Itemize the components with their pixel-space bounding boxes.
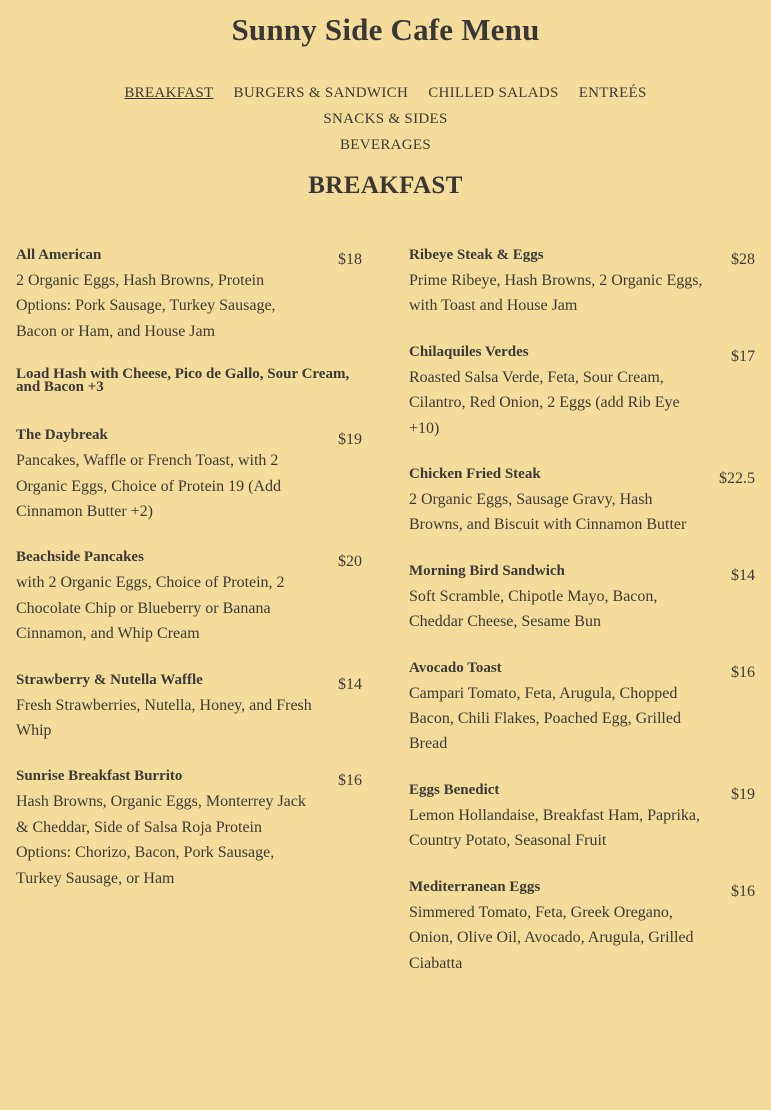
nav-entrees[interactable]: ENTREÉS — [578, 85, 647, 101]
item-price: $22.5 — [719, 470, 755, 488]
menu-item — [409, 246, 757, 319]
item-price: $16 — [731, 882, 755, 900]
item-name: Sunrise Breakfast Burrito — [16, 768, 183, 785]
item-description: Roasted Salsa Verde, Feta, Sour Cream, Cilantro, Red Onion, 2 Eggs (add Rib Eye +10) — [409, 368, 680, 437]
menu-item — [409, 343, 757, 441]
item-description: 2 Organic Eggs, Sausage Gravy, Hash Browns, and Biscuit with Cinnamon Butter — [409, 491, 687, 534]
menu-item — [409, 659, 757, 757]
menu-item — [409, 465, 757, 538]
item-description: Prime Ribeye, Hash Browns, 2 Organic Eggs, with Toast and House Jam — [409, 272, 703, 315]
item-price: $14 — [731, 566, 755, 584]
item-name: Chicken Fried Steak — [409, 466, 541, 483]
item-price: $17 — [731, 347, 755, 365]
menu-item — [409, 781, 757, 854]
item-price: $16 — [338, 772, 362, 790]
menu-item — [16, 548, 364, 646]
menu-column-left — [16, 246, 364, 915]
item-price: $16 — [731, 663, 755, 681]
item-price: $20 — [338, 553, 362, 571]
item-name: The Daybreak — [16, 427, 108, 444]
item-price: $14 — [338, 675, 362, 693]
menu-column-right — [409, 246, 757, 1000]
menu-item — [16, 767, 364, 891]
nav-snacks-sides[interactable]: SNACKS & SIDES — [323, 111, 448, 127]
item-price: $19 — [731, 785, 755, 803]
item-price: $18 — [338, 251, 362, 268]
menu-item — [409, 878, 757, 976]
nav-breakfast[interactable]: BREAKFAST — [124, 85, 214, 101]
item-name: Mediterranean Eggs — [409, 878, 541, 895]
item-price: $19 — [338, 431, 362, 449]
item-description: 2 Organic Eggs, Hash Browns, Protein Options: Pork Sausage, Turkey Sausage, Bacon or Ham, and House Jam — [16, 272, 276, 340]
item-description: Soft Scramble, Chipotle Mayo, Bacon, Cheddar Cheese, Sesame Bun — [409, 587, 658, 631]
item-name: Eggs Benedict — [409, 781, 500, 798]
menu-item — [16, 426, 364, 524]
page-title: Sunny Side Cafe Menu — [231, 12, 540, 47]
section-title: BREAKFAST — [308, 172, 463, 199]
menu-item — [16, 671, 364, 744]
item-price: $28 — [731, 251, 755, 268]
item-description: Lemon Hollandaise, Breakfast Ham, Paprika, Country Potato, Seasonal Fruit — [409, 806, 701, 850]
item-description: Hash Browns, Organic Eggs, Monterrey Jack & Cheddar, Side of Salsa Roja Protein Options: Chorizo, Bacon, Pork Sausage, Turkey Sausage, or Ham — [16, 793, 306, 887]
item-name: Ribeye Steak & Eggs — [409, 247, 544, 263]
nav-burgers-sandwich[interactable]: BURGERS & SANDWICH — [233, 85, 409, 101]
nav-chilled-salads[interactable]: CHILLED SALADS — [428, 85, 559, 101]
item-description: Campari Tomato, Feta, Arugula, Chopped Bacon, Chili Flakes, Poached Egg, Grilled Bread — [409, 684, 681, 753]
item-name: Morning Bird Sandwich — [409, 562, 565, 579]
item-description: Simmered Tomato, Feta, Greek Oregano, Onion, Olive Oil, Avocado, Arugula, Grilled Ciabatta — [409, 903, 694, 972]
item-description: Pancakes, Waffle or French Toast, with 2 Organic Eggs, Choice of Protein 19 (Add Cinnamon Butter +2) — [16, 452, 281, 521]
menu-item — [409, 562, 757, 635]
item-name: Strawberry & Nutella Waffle — [16, 671, 203, 688]
nav-beverages[interactable]: BEVERAGES — [339, 137, 432, 153]
item-name: Avocado Toast — [409, 659, 502, 676]
item-description: Fresh Strawberries, Nutella, Honey, and Fresh Whip — [16, 696, 312, 740]
addon-note: Load Hash with Cheese, Pico de Gallo, Sour Cream, and Bacon +3 — [16, 366, 350, 396]
item-name: Chilaquiles Verdes — [409, 343, 529, 360]
menu-item — [16, 246, 364, 344]
category-nav — [60, 80, 711, 158]
item-name: Beachside Pancakes — [16, 549, 144, 566]
item-description: with 2 Organic Eggs, Choice of Protein, 2 Chocolate Chip or Blueberry or Banana Cinnamon, and Whip Cream — [16, 574, 285, 643]
item-name: All American — [16, 247, 102, 263]
